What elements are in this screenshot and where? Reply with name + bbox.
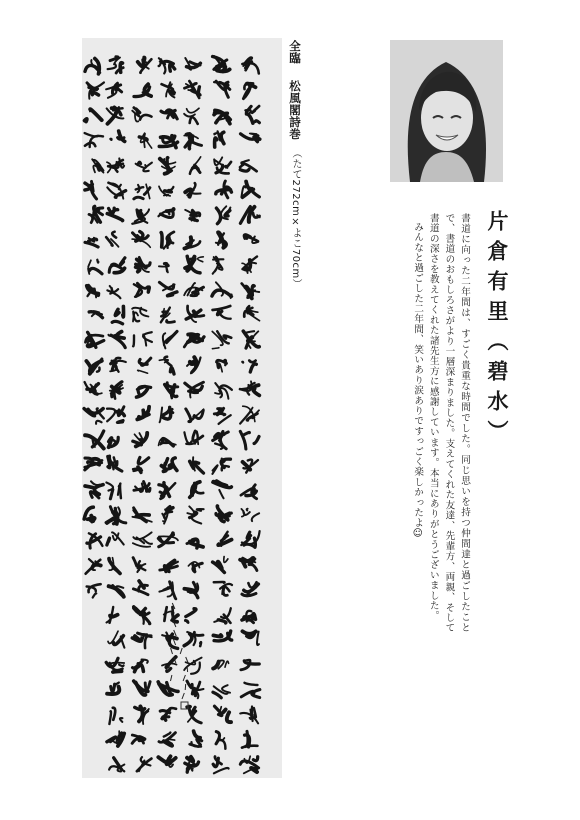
calligraphy-scroll-image [82,38,282,778]
message-paragraph-1: 書道に向った二年間は、すごく貴重な時間でした。同じ思いを持つ仲間達と過ごしたことで、書道のおもしろさがより一層深まりました。支えてくれた友達、先輩方、両親、そして書道の深さを教えてくれた諸先生方に感謝しています。本当にありがとうございました。 [427,213,470,633]
message-paragraph-2: みんなと過ごした二年間、笑いあり涙ありですっごく楽しかったよ☺ [412,222,424,540]
work-dimensions: （たて272cm×よこ70cm） [290,148,301,290]
work-title: 松風閣詩巻 [288,80,302,141]
portrait-photo [390,40,503,182]
calligraphy-strokes [82,38,282,778]
author-name: 片倉有里（碧水） [485,210,510,450]
work-label: 全臨 [288,40,302,64]
work-caption [286,40,304,460]
author-message [376,213,472,633]
